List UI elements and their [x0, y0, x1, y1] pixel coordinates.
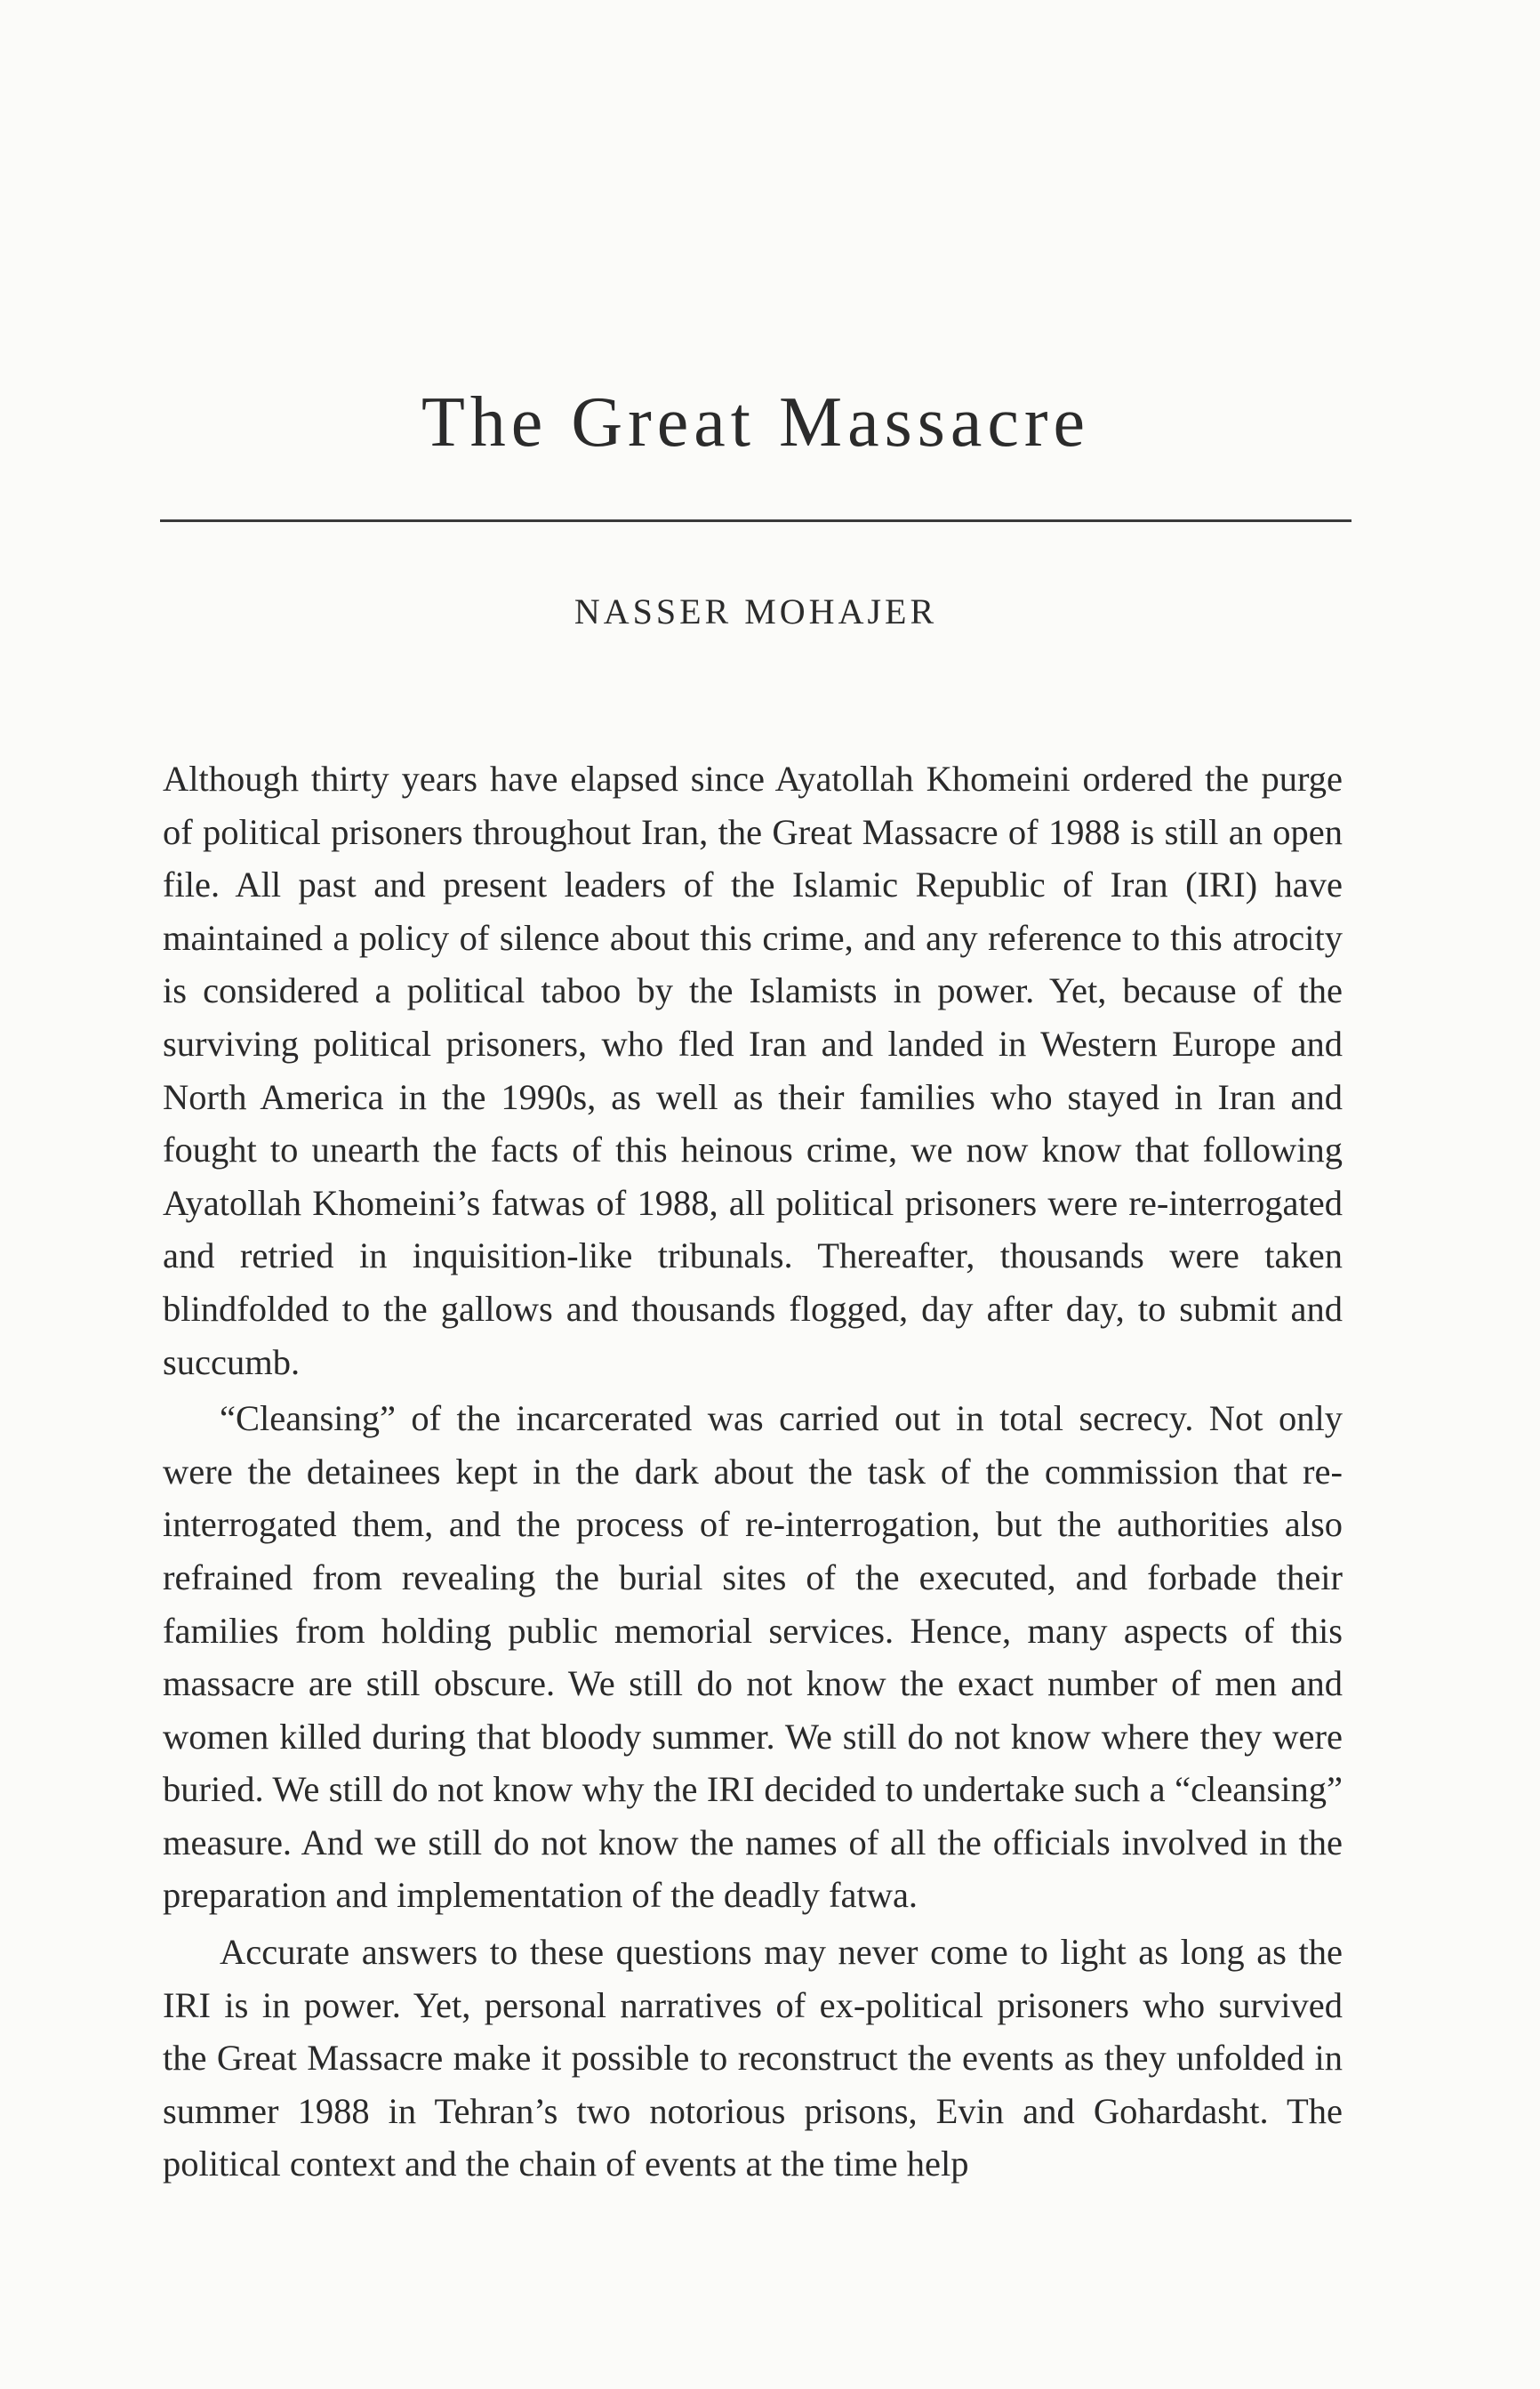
author-name: NASSER MOHAJER [573, 591, 938, 631]
title-divider [160, 519, 1352, 522]
paragraph-2: “Cleansing” of the incarcerated was carried out in total secrecy. Not only were the detainees kept in the dark about the task of the commission that re-interrogated them, and the process of re-interrogation, but the authorities also refrained from revealing the burial sites of the executed, and forbade their families from holding public memorial services. Hence, many aspects of this massacre are still obscure. We still do not know the exact number of men and women killed during that bloody summer. We still do not know where they were buried. We still do not know why the IRI decided to undertake such a “cleansing” measure. And we still do not know the names of all the officials involved in the preparation and implementation of the deadly fatwa. [163, 1398, 1343, 1916]
chapter-body [163, 752, 1343, 2191]
paragraph-1: Although thirty years have elapsed since Ayatollah Khomeini ordered the purge of political prisoners throughout Iran, the Great Massacre of 1988 is still an open file. All past and present leaders of the Islamic Republic of Iran (IRI) have maintained a policy of silence about this crime, and any reference to this atrocity is considered a political taboo by the Islamists in power. Yet, because of the surviving political prisoners, who fled Iran and landed in Western Europe and North America in the 1990s, as well as their families who stayed in Iran and fought to unearth the facts of this heinous crime, we now know that following Ayatollah Khomeini’s fatwas of 1988, all political prisoners were re-interrogated and retried in inquisition-like tribunals. Thereafter, thousands were taken blindfolded to the gallows and thousands flogged, day after day, to submit and succumb. [163, 759, 1343, 1382]
paragraph-3: Accurate answers to these questions may never come to light as long as the IRI is in power. Yet, personal narratives of ex-political prisoners who survived the Great Massacre make it possible to reconstruct the events as they unfolded in summer 1988 in Tehran’s two notorious prisons, Evin and Gohardasht. The political context and the chain of events at the time help [163, 1932, 1343, 2184]
chapter-title: The Great Massacre [421, 383, 1091, 462]
